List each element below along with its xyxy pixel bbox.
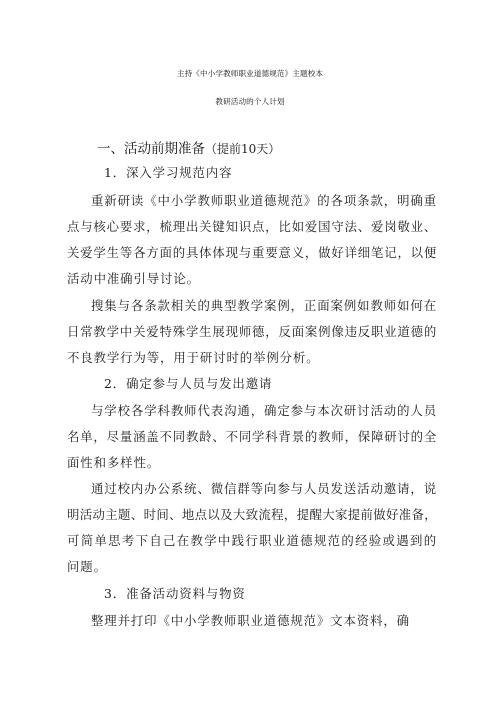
paragraph-line: 不良教学行为等，用于研讨时的举例分析。	[67, 350, 320, 365]
section-heading-text: 一、活动前期准备	[97, 141, 205, 157]
subsection-heading-2: 2．确定参与人员与发出邀请	[104, 376, 273, 391]
section-heading-note: （提前10天）	[205, 142, 281, 156]
paragraph-line: 名单，尽量涵盖不同教龄、不同学科背景的教师，保障研讨的全	[67, 429, 437, 444]
section-heading-preparation	[97, 139, 280, 159]
paragraph-line: 整理并打印《中小学教师职业道德规范》文本资料，确	[91, 613, 410, 628]
document-title-line-2: 教研活动的个人计划	[215, 97, 285, 106]
subsection-heading-1: 1．深入学习规范内容	[104, 165, 233, 180]
paragraph-line: 明活动主题、时间、地点以及大致流程，提醒大家提前做好准备，	[67, 507, 437, 522]
paragraph-line: 面性和多样性。	[67, 455, 161, 470]
paragraph-line: 可简单思考下自己在教学中践行职业道德规范的经验或遇到的	[67, 533, 437, 548]
paragraph-line: 与学校各学科教师代表沟通，确定参与本次研讨活动的人员	[91, 403, 437, 418]
subsection-heading-3: 3．准备活动资料与物资	[104, 586, 246, 601]
paragraph-line: 通过校内办公系统、微信群等向参与人员发送活动邀请，说	[91, 481, 437, 496]
document-title-line-1: 主持《中小学教师职业道德规范》主题校本	[176, 69, 324, 78]
paragraph-line: 重新研读《中小学教师职业道德规范》的各项条款，明确重	[91, 193, 437, 208]
paragraph-line: 问题。	[67, 559, 107, 574]
paragraph-line: 关爱学生等各方面的具体体现与重要意义，做好详细笔记，以便	[67, 245, 437, 260]
paragraph-line: 日常教学中关爱特殊学生展现师德，反面案例像违反职业道德的	[67, 324, 437, 339]
paragraph-line: 搜集与各条款相关的典型教学案例，正面案例如教师如何在	[91, 298, 437, 313]
paragraph-line: 点与核心要求，梳理出关键知识点，比如爱国守法、爱岗敬业、	[67, 219, 437, 234]
paragraph-line: 活动中准确引导讨论。	[67, 271, 200, 286]
